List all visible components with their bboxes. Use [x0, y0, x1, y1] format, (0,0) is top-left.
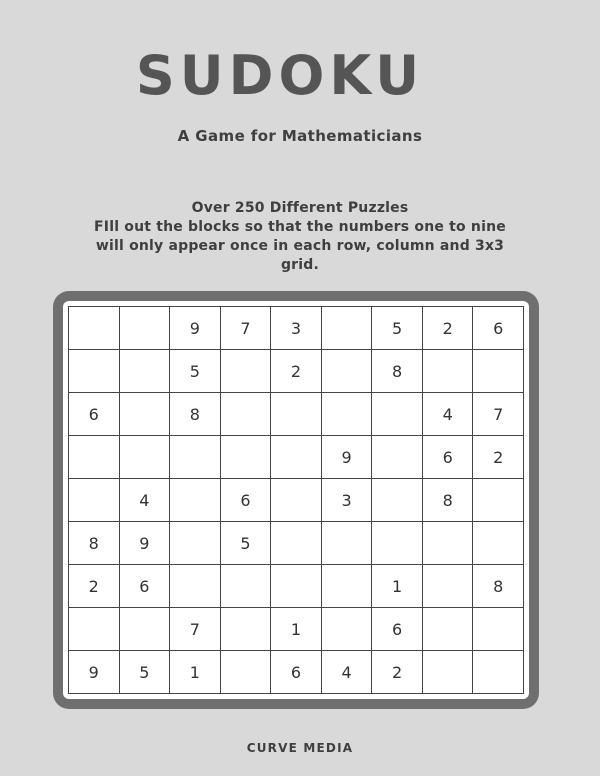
sudoku-cell: [423, 608, 474, 651]
sudoku-cell: [69, 608, 120, 651]
sudoku-cell: 9: [322, 436, 373, 479]
sudoku-cell: 1: [271, 608, 322, 651]
sudoku-cell: [120, 350, 171, 393]
sudoku-cell: [221, 393, 272, 436]
sudoku-cell: [271, 522, 322, 565]
sudoku-cell: 6: [271, 651, 322, 694]
sudoku-cell: [221, 436, 272, 479]
sudoku-cell: [120, 436, 171, 479]
sudoku-cell: [423, 565, 474, 608]
sudoku-cell: 8: [423, 479, 474, 522]
sudoku-cell: [423, 651, 474, 694]
sudoku-cell: 6: [69, 393, 120, 436]
sudoku-cell: 3: [271, 307, 322, 350]
sudoku-cell: [221, 608, 272, 651]
sudoku-cell: 2: [372, 651, 423, 694]
sudoku-cell: 2: [423, 307, 474, 350]
sudoku-cell: [69, 307, 120, 350]
sudoku-cell: [322, 393, 373, 436]
sudoku-cell: [473, 350, 524, 393]
sudoku-cell: [120, 608, 171, 651]
sudoku-cell: [69, 436, 120, 479]
sudoku-cell: 8: [170, 393, 221, 436]
book-title: SUDOKU: [135, 44, 425, 107]
sudoku-cell: 4: [423, 393, 474, 436]
sudoku-cell: [170, 522, 221, 565]
sudoku-cell: [69, 479, 120, 522]
sudoku-cell: 8: [473, 565, 524, 608]
sudoku-cell: 8: [69, 522, 120, 565]
sudoku-cell: 6: [473, 307, 524, 350]
sudoku-cell: [271, 565, 322, 608]
sudoku-cell: [271, 479, 322, 522]
instructions-block: [60, 199, 540, 275]
sudoku-cell: 4: [322, 651, 373, 694]
instructions-line: Over 250 Different Puzzles: [191, 200, 409, 216]
sudoku-board: [63, 301, 529, 699]
sudoku-cell: [170, 565, 221, 608]
sudoku-cell: [322, 608, 373, 651]
sudoku-cell: [322, 522, 373, 565]
sudoku-cell: [322, 565, 373, 608]
sudoku-cell: [221, 350, 272, 393]
sudoku-cell: 6: [423, 436, 474, 479]
sudoku-cell: [271, 393, 322, 436]
sudoku-cell: [423, 522, 474, 565]
sudoku-cell: [221, 651, 272, 694]
sudoku-cell: 5: [170, 350, 221, 393]
sudoku-cell: [473, 651, 524, 694]
sudoku-cell: [473, 608, 524, 651]
sudoku-cell: [372, 479, 423, 522]
sudoku-cell: 7: [170, 608, 221, 651]
sudoku-cell: 6: [221, 479, 272, 522]
sudoku-cell: 7: [221, 307, 272, 350]
sudoku-cell: [372, 393, 423, 436]
sudoku-cell: 9: [170, 307, 221, 350]
sudoku-cell: 8: [372, 350, 423, 393]
sudoku-cell: [120, 393, 171, 436]
sudoku-cell: 2: [473, 436, 524, 479]
sudoku-board-frame: [53, 291, 539, 709]
sudoku-cell: 1: [170, 651, 221, 694]
sudoku-cell: 1: [372, 565, 423, 608]
sudoku-cell: 2: [69, 565, 120, 608]
sudoku-cell: 9: [120, 522, 171, 565]
sudoku-cell: [473, 522, 524, 565]
sudoku-cell: [372, 522, 423, 565]
sudoku-cell: 3: [322, 479, 373, 522]
sudoku-cell: [221, 565, 272, 608]
sudoku-cell: [170, 436, 221, 479]
sudoku-cell: [473, 479, 524, 522]
sudoku-cell: [271, 436, 322, 479]
sudoku-cell: 5: [372, 307, 423, 350]
sudoku-cell: [423, 350, 474, 393]
sudoku-cell: 2: [271, 350, 322, 393]
sudoku-cell: 7: [473, 393, 524, 436]
sudoku-cell: [322, 350, 373, 393]
instructions-line: FIll out the blocks so that the numbers one to nine: [94, 219, 506, 235]
sudoku-cell: [120, 307, 171, 350]
sudoku-cell: [322, 307, 373, 350]
sudoku-cell: 5: [120, 651, 171, 694]
sudoku-cell: 9: [69, 651, 120, 694]
book-subtitle: A Game for Mathematicians: [177, 127, 423, 145]
sudoku-cell: 5: [221, 522, 272, 565]
sudoku-grid: [68, 306, 524, 694]
instructions-line: grid.: [280, 257, 320, 273]
publisher-name: CURVE MEDIA: [246, 741, 354, 755]
sudoku-cell: 4: [120, 479, 171, 522]
sudoku-cell: [170, 479, 221, 522]
sudoku-cell: [372, 436, 423, 479]
sudoku-cell: 6: [120, 565, 171, 608]
instructions-line: will only appear once in each row, column and 3x3: [95, 238, 505, 254]
sudoku-cell: [69, 350, 120, 393]
sudoku-cell: 6: [372, 608, 423, 651]
